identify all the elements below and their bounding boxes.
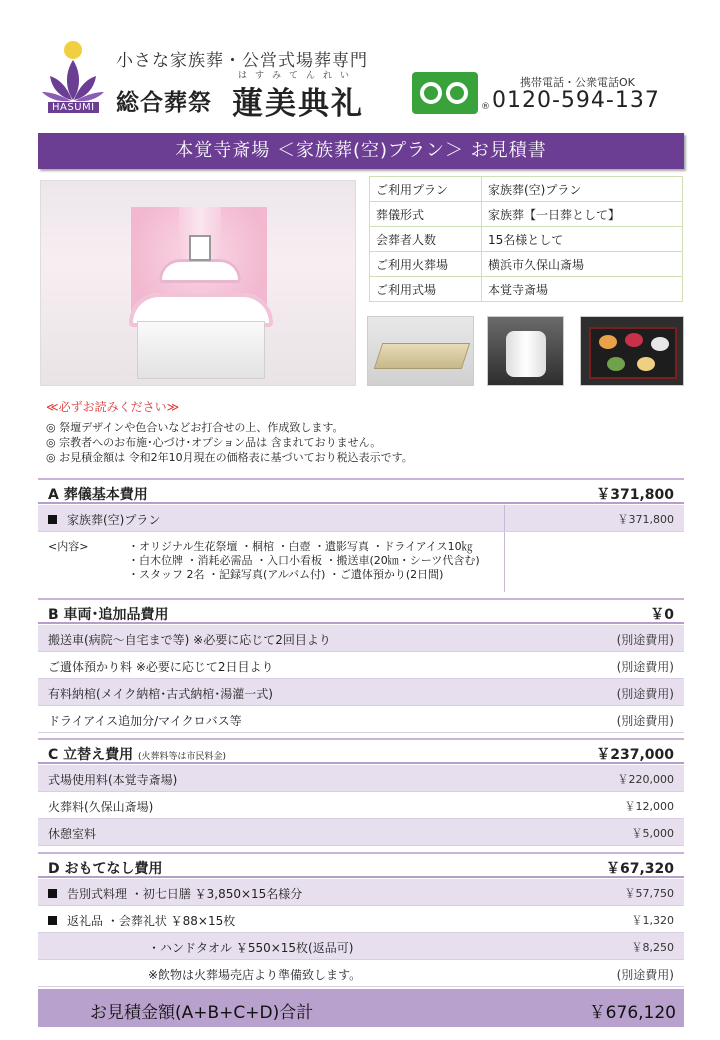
contents-label: <内容> <box>48 540 89 553</box>
table-row <box>38 652 684 679</box>
table-row <box>38 625 684 652</box>
section-title: C 立替え費用 <box>48 747 134 763</box>
section-a-header <box>38 478 684 504</box>
row-label: 告別式料理 ・初七日膳 ￥3,850×15名様分 <box>67 887 303 901</box>
info-row <box>370 227 683 252</box>
section-b-header <box>38 598 684 624</box>
brand-name: 蓮美典礼 <box>232 86 364 122</box>
tagline: 小さな家族葬・公営式場葬専門 <box>116 51 368 71</box>
info-label: 会葬者人数 <box>370 227 482 252</box>
contents-line: ・スタッフ 2名 ・記録写真(アルバム付) ・ご遺体預かり(2日間) <box>128 568 444 581</box>
row-price: (別途費用) <box>616 687 674 701</box>
freedial-icon <box>412 72 478 114</box>
row-price: (別途費用) <box>616 714 674 728</box>
table-row <box>38 792 684 819</box>
notes <box>46 420 413 465</box>
row-label: 休憩室料 <box>48 827 97 841</box>
row-label: 家族葬(空)プラン <box>67 513 161 527</box>
table-row <box>38 960 684 987</box>
row-label: ※飲物は火葬場売店より準備致します。 <box>148 968 362 982</box>
note-line: ◎ 祭壇デザインや色合いなどお打合せの上、作成致します。 <box>46 421 344 434</box>
coffin-photo <box>367 316 474 386</box>
row-price: ￥220,000 <box>617 773 674 786</box>
bullet-square-icon <box>48 916 57 925</box>
section-amount: ￥0 <box>650 607 674 623</box>
phone-number[interactable]: 0120-594-137 <box>492 88 660 113</box>
row-price: (別途費用) <box>616 660 674 674</box>
phone-note: 携帯電話・公衆電話OK <box>520 76 635 89</box>
info-value: 横浜市久保山斎場 <box>482 252 683 277</box>
row-price: ￥371,800 <box>617 513 674 526</box>
notice-heading: ≪必ずお読みください≫ <box>46 400 180 414</box>
info-row <box>370 252 683 277</box>
row-price: ￥5,000 <box>631 827 674 840</box>
row-label: 搬送車(病院～自宅まで等) ※必要に応じて2回目より <box>48 633 331 647</box>
row-price: ￥1,320 <box>631 914 674 927</box>
row-label: ドライアイス追加分/マイクロバス等 <box>48 714 242 728</box>
info-label: 葬儀形式 <box>370 202 482 227</box>
row-label: 有料納棺(メイク納棺･古式納棺･湯灌一式) <box>48 687 273 701</box>
altar-photo <box>40 180 356 386</box>
grand-total <box>38 989 684 1027</box>
plan-info-table <box>369 176 683 302</box>
table-row <box>38 679 684 706</box>
total-amount: ￥676,120 <box>588 1003 676 1023</box>
info-label: ご利用式場 <box>370 277 482 302</box>
table-row <box>38 706 684 733</box>
section-title-note: (火葬料等は市民料金) <box>138 752 227 762</box>
row-label: 返礼品 ・会葬礼状 ￥88×15枚 <box>67 914 236 928</box>
row-price: ￥8,250 <box>631 941 674 954</box>
row-label: 火葬料(久保山斎場) <box>48 800 154 814</box>
row-price: ￥57,750 <box>624 887 674 900</box>
registered-mark-icon: ® <box>481 102 490 112</box>
row-label: ご遺体預かり料 ※必要に応じて2日目より <box>48 660 274 674</box>
row-label: ・ハンドタオル ￥550×15枚(返品可) <box>148 941 354 955</box>
section-amount: ￥67,320 <box>605 861 674 877</box>
meal-photo <box>580 316 684 386</box>
table-row <box>38 819 684 846</box>
header <box>0 0 720 125</box>
row-price: (別途費用) <box>616 633 674 647</box>
company-type: 総合葬祭 <box>116 90 212 116</box>
logo-text: HASUMI <box>48 102 99 113</box>
row-price: ￥12,000 <box>624 800 674 813</box>
bullet-square-icon <box>48 515 57 524</box>
contents-line: ・白木位牌 ・消耗必需品 ・入口小看板 ・搬送車(20㎞・シーツ代含む) <box>128 554 480 567</box>
page-title: 本覚寺斎場 ＜家族葬(空)プラン＞ お見積書 <box>38 133 684 169</box>
info-value: 家族葬(空)プラン <box>482 177 683 202</box>
info-label: ご利用プラン <box>370 177 482 202</box>
section-title: D おもてなし費用 <box>48 861 163 877</box>
info-label: ご利用火葬場 <box>370 252 482 277</box>
info-value: 15名様として <box>482 227 683 252</box>
info-row <box>370 202 683 227</box>
table-row <box>38 879 684 906</box>
urn-photo <box>487 316 564 386</box>
table-row <box>38 933 684 960</box>
section-amount: ￥371,800 <box>596 487 674 503</box>
plan-contents <box>38 532 684 592</box>
brand-ruby: はすみてんれい <box>238 71 358 81</box>
table-row <box>38 505 684 532</box>
info-value: 本覚寺斎場 <box>482 277 683 302</box>
row-label: 式場使用料(本覚寺斎場) <box>48 773 178 787</box>
total-label: お見積金額(A+B+C+D)合計 <box>90 1003 314 1023</box>
section-title: B 車両･追加品費用 <box>48 607 169 623</box>
table-row <box>38 765 684 792</box>
note-line: ◎ 宗教者へのお布施･心づけ･オプション品は 含まれておりません。 <box>46 436 382 449</box>
section-d-header <box>38 852 684 878</box>
info-row <box>370 177 683 202</box>
info-row <box>370 277 683 302</box>
section-c-header <box>38 738 684 764</box>
table-row <box>38 906 684 933</box>
contents-line: ・オリジナル生花祭壇 ・桐棺 ・白壺 ・遺影写真 ・ドライアイス10㎏ <box>128 540 473 553</box>
info-value: 家族葬【一日葬として】 <box>482 202 683 227</box>
row-price: (別途費用) <box>616 968 674 982</box>
note-line: ◎ お見積金額は 令和2年10月現在の価格表に基づいており税込表示です。 <box>46 451 413 464</box>
section-amount: ￥237,000 <box>596 747 674 763</box>
bullet-square-icon <box>48 889 57 898</box>
section-title: A 葬儀基本費用 <box>48 487 148 503</box>
